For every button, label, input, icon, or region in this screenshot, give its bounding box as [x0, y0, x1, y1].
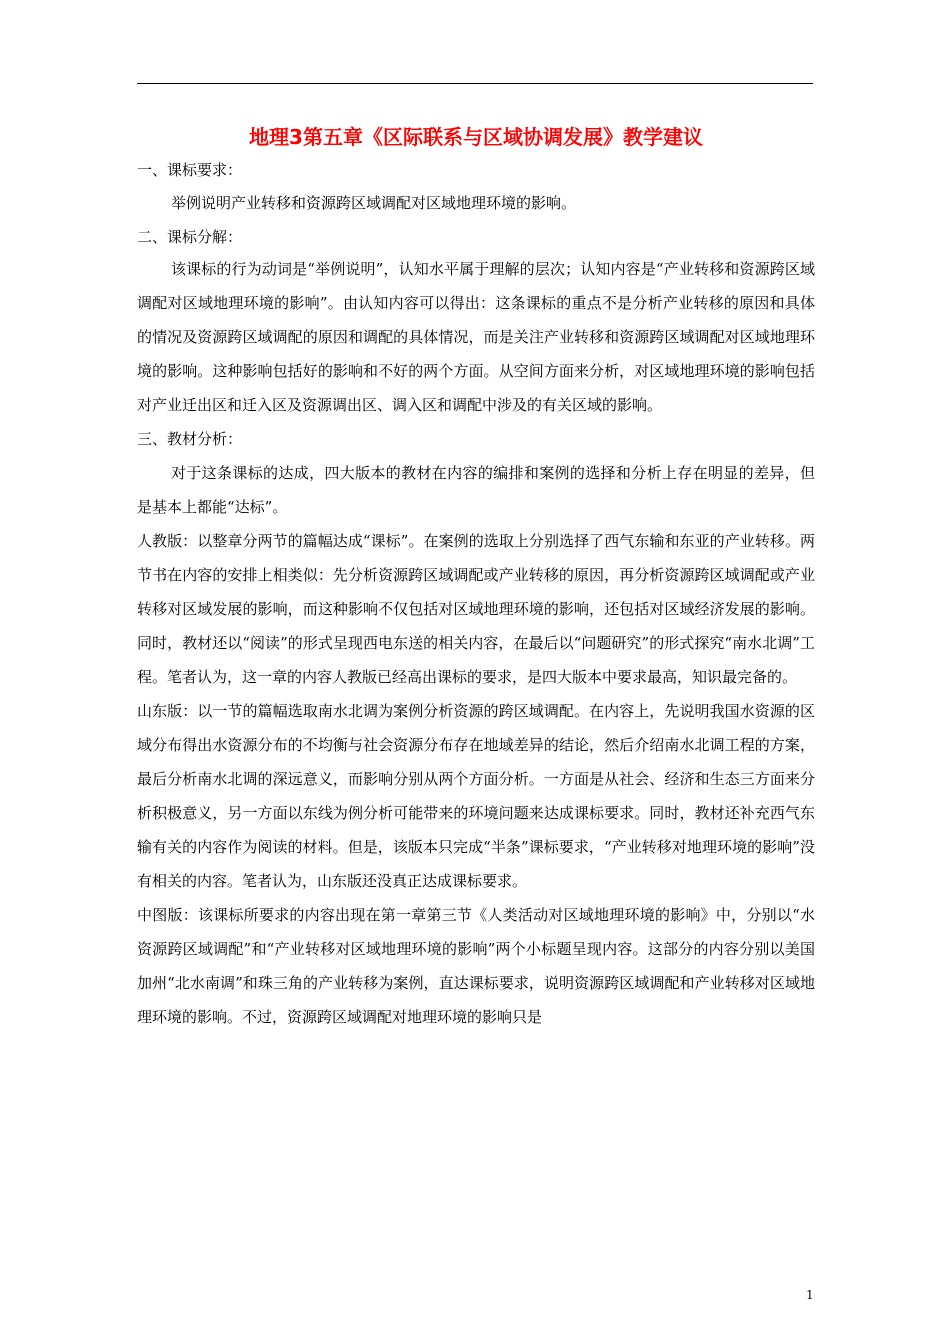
- edition-paragraph-shandong: 山东版：以一节的篇幅选取南水北调为案例分析资源的跨区域调配。在内容上，先说明我国水资源的区域分布得出水资源分布的不均衡与社会资源分布存在地域差异的结论，然后介绍南水北调工程的方案，最后分析南水北调的深远意义，而影响分别从两个方面分析。一方面是从社会、经济和生态三方面来分析积极意义，另一方面以东线为例分析可能带来的环境问题来达成课标要求。同时，教材还补充西气东输有关的内容作为阅读的材料。但是，该版本只完成“半条”课标要求，“产业转移对地理环境的影响”没有相关的内容。笔者认为，山东版还没真正达成课标要求。: [137, 702, 815, 890]
- section-paragraph-standard: 举例说明产业转移和资源跨区域调配对区域地理环境的影响。: [171, 194, 577, 212]
- section-heading-standard: 一、课标要求：: [137, 161, 243, 179]
- section-heading-textbook: 三、教材分析：: [137, 430, 243, 448]
- document-title: 地理3第五章《区际联系与区域协调发展》教学建议: [249, 125, 703, 149]
- section-paragraph-textbook: 对于这条课标的达成，四大版本的教材在内容的编排和案例的选择和分析上存在明显的差异，但是基本上都能“达标”。: [137, 464, 815, 516]
- edition-paragraph-renjiao: 人教版：以整章分两节的篇幅达成“课标”。在案例的选取上分别选择了西气东输和东亚的产业转移。两节书在内容的安排上相类似：先分析资源跨区域调配或产业转移的原因，再分析资源跨区域调配或产业转移对区域发展的影响，而这种影响不仅包括对区域地理环境的影响，还包括对区域经济发展的影响。同时，教材还以“阅读”的形式呈现西电东送的相关内容，在最后以“问题研究”的形式探究“南水北调”工程。笔者认为，这一章的内容人教版已经高出课标的要求，是四大版本中要求最高，知识最完备的。: [137, 532, 815, 686]
- header-rule: [137, 83, 813, 84]
- edition-paragraph-zhongtu: 中图版：该课标所要求的内容出现在第一章第三节《人类活动对区域地理环境的影响》中，分别以“水资源跨区域调配”和“产业转移对区域地理环境的影响”两个小标题呈现内容。这部分的内容分别以美国加州“北水南调”和珠三角的产业转移为案例，直达课标要求，说明资源跨区域调配和产业转移对区域地理环境的影响。不过，资源跨区域调配对地理环境的影响只是: [137, 906, 815, 1026]
- section-paragraph-breakdown: 该课标的行为动词是“举例说明”，认知水平属于理解的层次；认知内容是“产业转移和资源跨区域调配对区域地理环境的影响”。由认知内容可以得出：这条课标的重点不是分析产业转移的原因和具体的情况及资源跨区域调配的原因和调配的具体情况，而是关注产业转移和资源跨区域调配对区域地理环境的影响。这种影响包括好的影响和不好的两个方面。从空间方面来分析，对区域地理环境的影响包括对产业迁出区和迁入区及资源调出区、调入区和调配中涉及的有关区域的影响。: [137, 260, 815, 414]
- section-heading-breakdown: 二、课标分解：: [137, 228, 243, 246]
- document-body: [137, 118, 815, 1034]
- page-number: 1: [806, 1288, 814, 1302]
